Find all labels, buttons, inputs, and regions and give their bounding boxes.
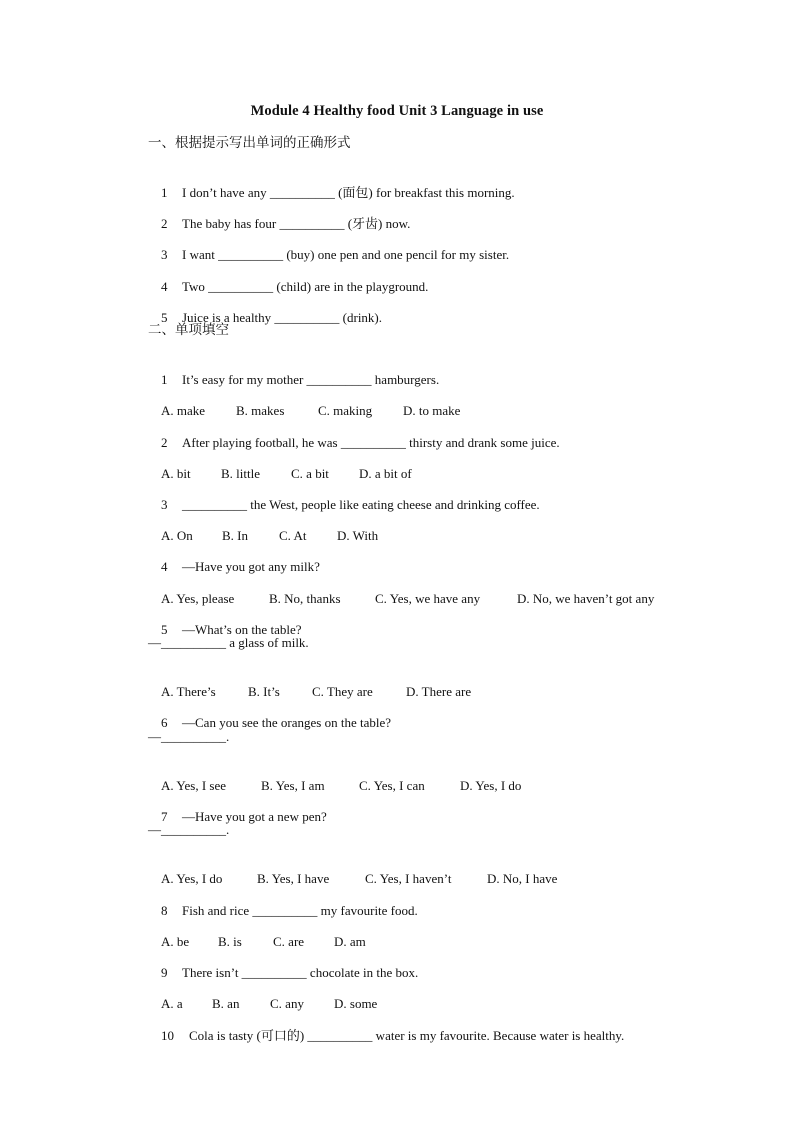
option-d: D. With xyxy=(337,528,379,543)
question-text: —Have you got any milk? xyxy=(182,559,320,574)
option-c: C. are xyxy=(273,934,305,949)
question-number: 10 xyxy=(161,1028,174,1043)
option-c: C. Yes, I haven’t xyxy=(365,871,452,886)
option-d: D. to make xyxy=(403,403,461,418)
option-c: C. Yes, I can xyxy=(359,778,425,793)
question-text: Cola is tasty (可口的) __________ water is my favourite. Because water is healthy. xyxy=(189,1028,625,1043)
question-text: —Have you got a new pen? xyxy=(182,809,327,824)
question-6-reply: —__________. xyxy=(148,729,230,744)
fill-item-text: Juice is a healthy __________ (drink). xyxy=(182,310,383,325)
option-c: C. a bit xyxy=(291,466,329,481)
worksheet-title: Module 4 Healthy food Unit 3 Language in use xyxy=(250,103,544,119)
option-c: C. Yes, we have any xyxy=(375,591,481,606)
option-c: C. They are xyxy=(312,684,373,699)
option-a: A. Yes, I see xyxy=(161,778,226,793)
option-b: B. is xyxy=(218,934,242,949)
question-number: 7 xyxy=(161,809,168,824)
fill-item-number: 4 xyxy=(161,279,168,294)
option-d: D. There are xyxy=(406,684,472,699)
section2-heading: 二、单项填空 xyxy=(148,322,229,338)
option-b: B. In xyxy=(222,528,248,543)
fill-item-number: 1 xyxy=(161,185,168,200)
question-number: 9 xyxy=(161,965,168,980)
option-a: A. Yes, I do xyxy=(161,871,223,886)
option-d: D. a bit of xyxy=(359,466,412,481)
option-a: A. be xyxy=(161,934,190,949)
option-c: C. At xyxy=(279,528,307,543)
option-b: B. Yes, I have xyxy=(257,871,330,886)
option-d: D. some xyxy=(334,996,378,1011)
fill-item-text: I want __________ (buy) one pen and one pencil for my sister. xyxy=(182,247,510,262)
question-5-reply: —__________ a glass of milk. xyxy=(148,635,309,650)
option-a: A. a xyxy=(161,996,183,1011)
option-b: B. little xyxy=(221,466,260,481)
fill-item-text: I don’t have any __________ (面包) for breakfast this morning. xyxy=(182,185,515,200)
question-text: Fish and rice __________ my favourite food. xyxy=(182,903,418,918)
question-number: 3 xyxy=(161,497,168,512)
option-b: B. an xyxy=(212,996,240,1011)
question-number: 8 xyxy=(161,903,168,918)
question-10 xyxy=(148,1009,624,1063)
fill-item-number: 3 xyxy=(161,247,168,262)
question-text: __________ the West, people like eating cheese and drinking coffee. xyxy=(182,497,540,512)
option-b: B. No, thanks xyxy=(269,591,341,606)
option-a: A. On xyxy=(161,528,193,543)
question-text: —What’s on the table? xyxy=(182,622,302,637)
option-d: D. am xyxy=(334,934,366,949)
option-d: D. No, we haven’t got any xyxy=(517,591,655,606)
question-7-reply: —__________. xyxy=(148,822,230,837)
option-c: C. any xyxy=(270,996,304,1011)
option-d: D. Yes, I do xyxy=(460,778,522,793)
option-b: B. Yes, I am xyxy=(261,778,325,793)
question-number: 6 xyxy=(161,715,168,730)
question-number: 4 xyxy=(161,559,168,574)
option-a: A. bit xyxy=(161,466,191,481)
fill-item-number: 2 xyxy=(161,216,168,231)
option-b: B. It’s xyxy=(248,684,280,699)
section1-heading: 一、根据提示写出单词的正确形式 xyxy=(148,135,351,151)
question-text: There isn’t __________ chocolate in the box. xyxy=(182,965,419,980)
question-text: —Can you see the oranges on the table? xyxy=(182,715,392,730)
question-number: 5 xyxy=(161,622,168,637)
option-b: B. makes xyxy=(236,403,285,418)
question-text: After playing football, he was __________ thirsty and drank some juice. xyxy=(182,435,560,450)
question-text: It’s easy for my mother __________ hamburgers. xyxy=(182,372,440,387)
fill-item-text: The baby has four __________ (牙齿) now. xyxy=(182,216,411,231)
option-a: A. Yes, please xyxy=(161,591,235,606)
option-a: A. There’s xyxy=(161,684,216,699)
question-number: 2 xyxy=(161,435,168,450)
option-a: A. make xyxy=(161,403,206,418)
fill-item-text: Two __________ (child) are in the playground. xyxy=(182,279,429,294)
option-d: D. No, I have xyxy=(487,871,558,886)
fill-item-number: 5 xyxy=(161,310,168,325)
question-number: 1 xyxy=(161,372,168,387)
option-c: C. making xyxy=(318,403,373,418)
